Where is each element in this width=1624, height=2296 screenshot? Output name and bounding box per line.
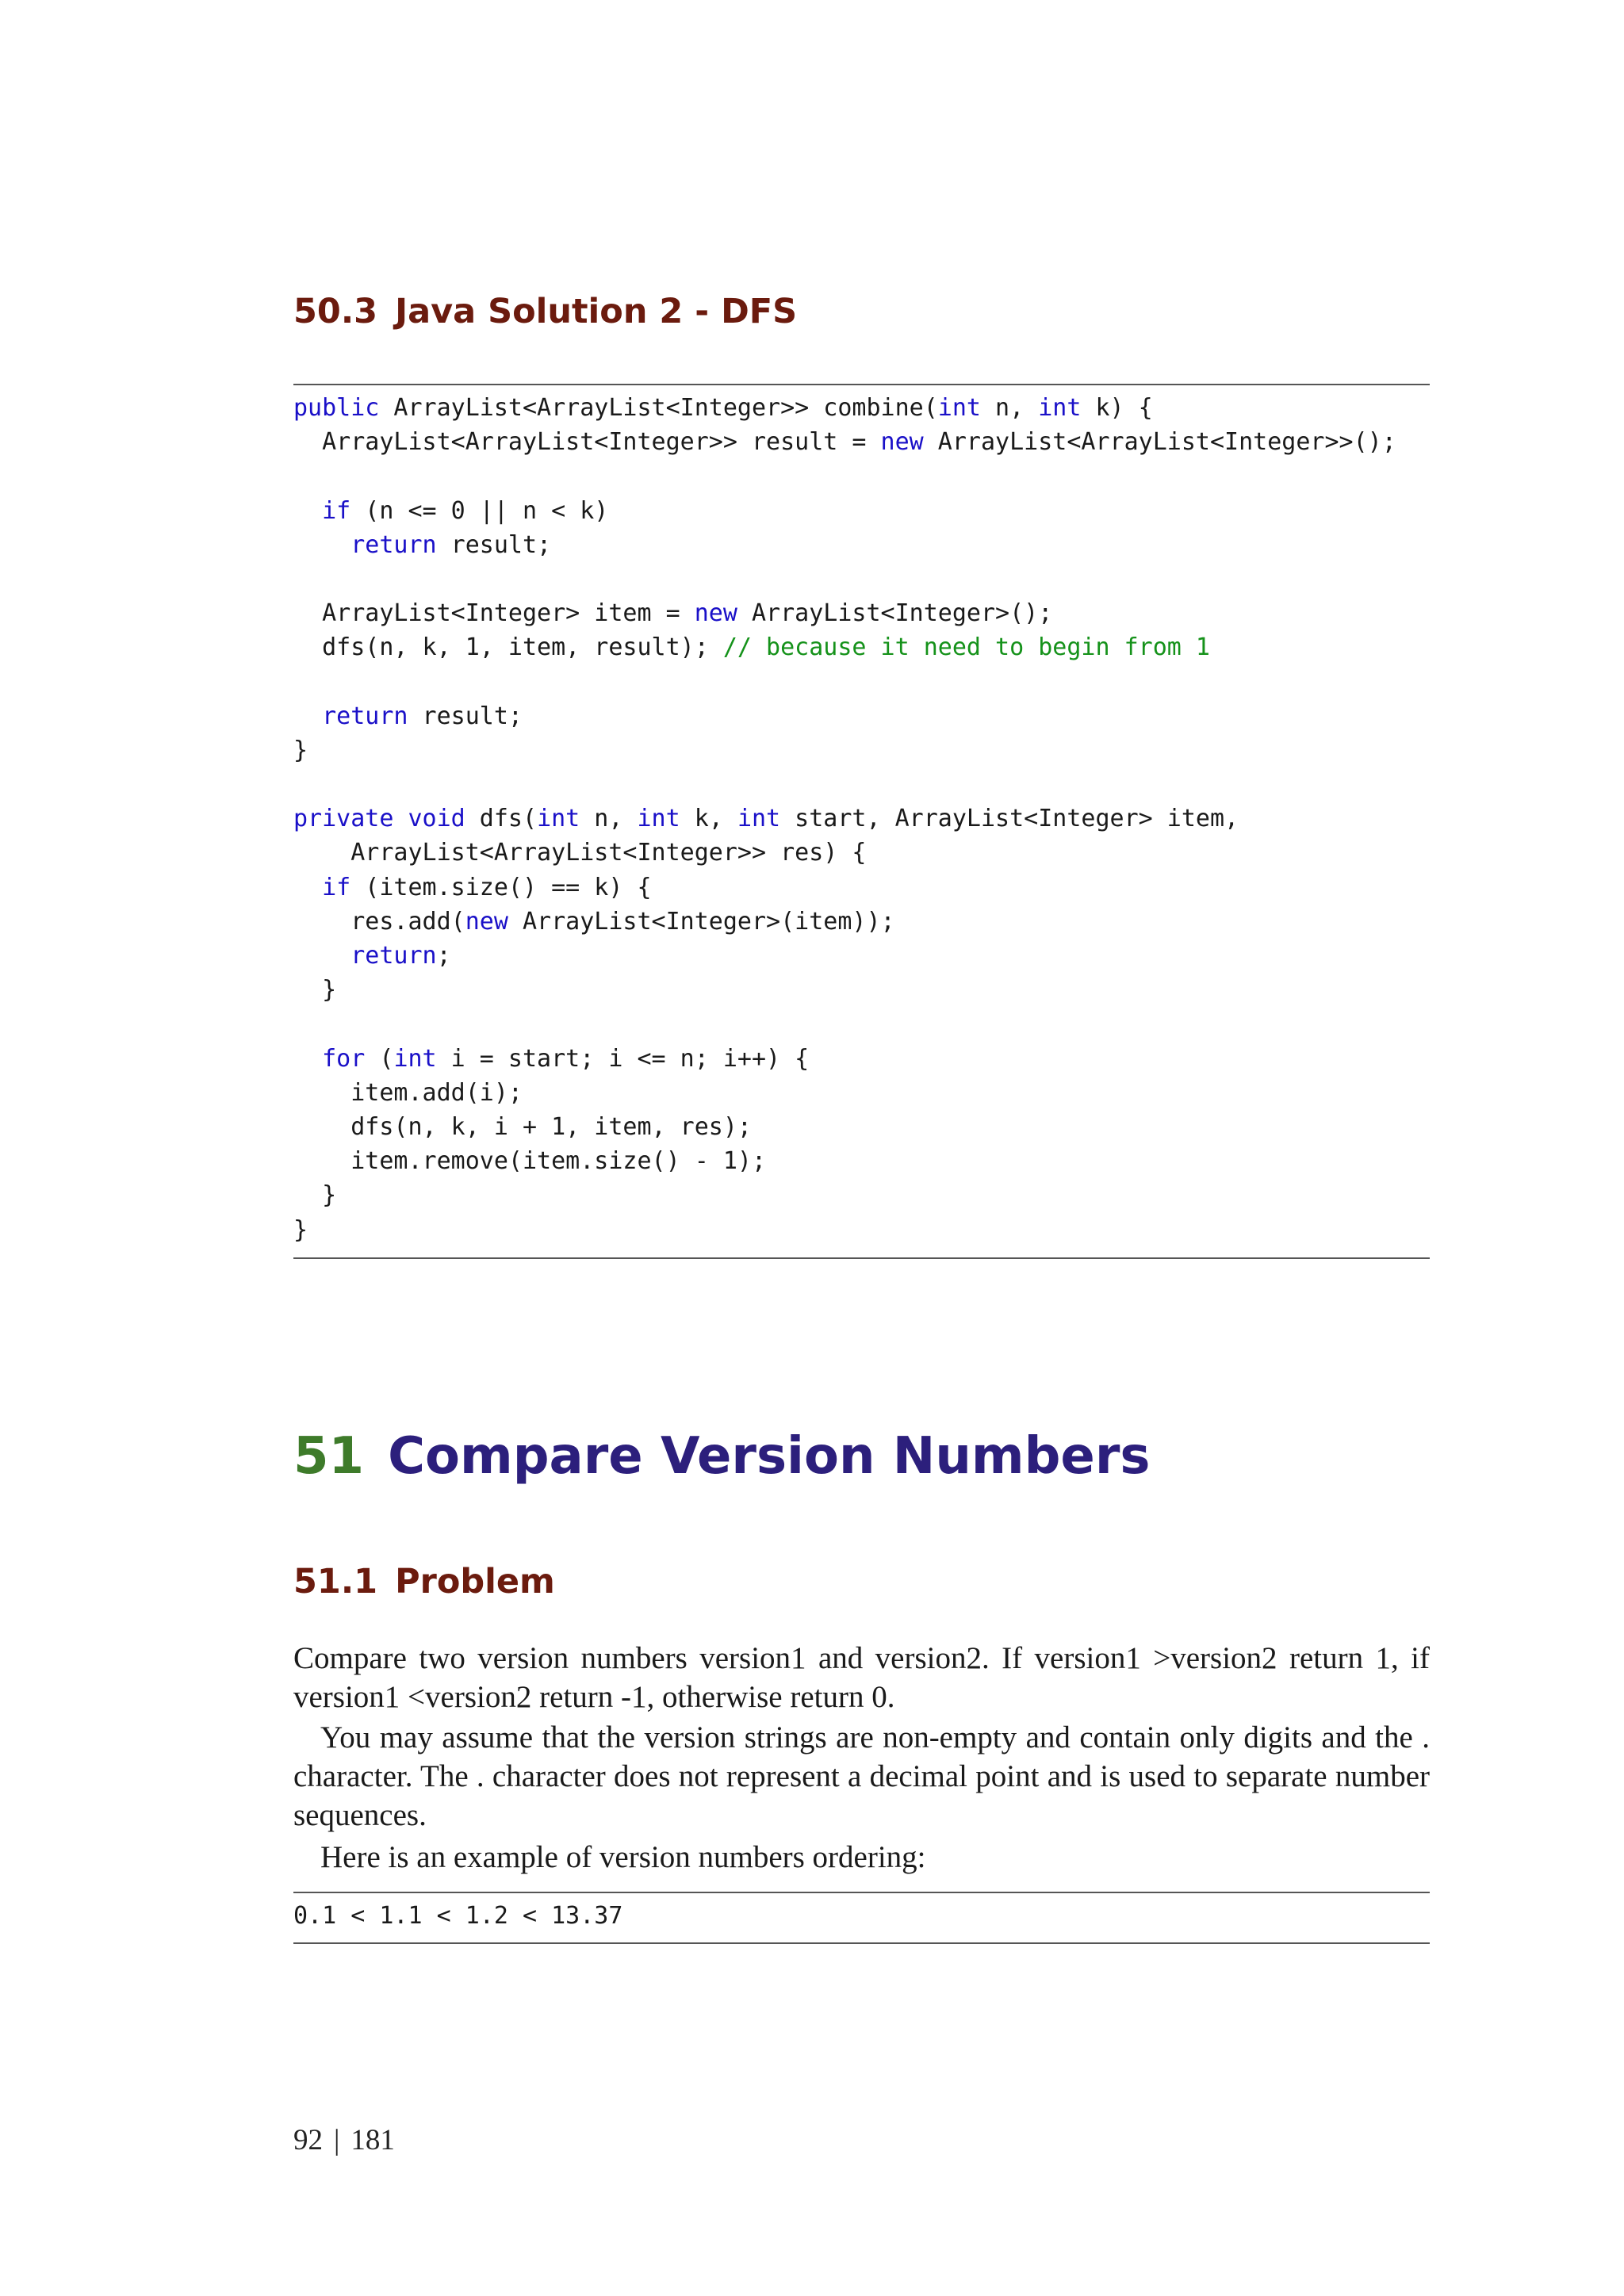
code-keyword: return <box>350 530 437 559</box>
page-footer <box>293 2123 395 2157</box>
code-text: ; <box>436 942 451 970</box>
chapter-title: Compare Version Numbers <box>388 1427 1151 1486</box>
code-line <box>293 1178 1396 1212</box>
code-line <box>293 871 1396 905</box>
code-line <box>293 1042 1396 1076</box>
code-text <box>293 497 322 525</box>
code-line <box>293 1110 1396 1144</box>
code-keyword: int <box>937 394 981 422</box>
section-number: 50.3 <box>293 292 378 331</box>
code-text: n, <box>980 394 1039 422</box>
code-rule-top <box>293 384 1430 385</box>
code-line <box>293 665 1396 699</box>
code-text: ArrayList<ArrayList<Integer>> combine( <box>379 394 938 422</box>
code-keyword: int <box>393 1044 437 1073</box>
code-line <box>293 562 1396 596</box>
code-text: start, ArrayList<Integer> item, <box>780 805 1239 833</box>
code-example-ordering <box>293 1899 622 1933</box>
code-comment: // because it need to begin from 1 <box>722 633 1210 662</box>
code-line <box>293 699 1396 733</box>
code-line <box>293 1076 1396 1110</box>
code-line <box>293 391 1396 425</box>
code-text: dfs( <box>465 805 538 833</box>
code-keyword: int <box>537 805 580 833</box>
code-text: ArrayList<ArrayList<Integer>> res) { <box>293 839 867 867</box>
code-text: } <box>293 736 308 764</box>
code-text <box>293 702 322 730</box>
chapter-heading-51 <box>293 1427 1150 1486</box>
code-keyword: int <box>737 805 781 833</box>
code-keyword: new <box>465 907 508 936</box>
code-text: 0.1 < 1.1 < 1.2 < 13.37 <box>293 1902 623 1930</box>
code-line <box>293 1144 1396 1178</box>
code-text: ArrayList<ArrayList<Integer>> result = <box>293 428 881 457</box>
section-title: Java Solution 2 - DFS <box>395 292 798 331</box>
code-keyword: int <box>637 805 680 833</box>
code-text: } <box>293 1215 308 1244</box>
code-line <box>293 733 1396 767</box>
code-keyword: new <box>880 428 924 457</box>
code-line <box>293 1007 1396 1041</box>
code-text: result; <box>408 702 523 730</box>
footer-separator: | <box>334 2124 340 2156</box>
code-line <box>293 802 1396 836</box>
code-keyword: return <box>322 702 408 730</box>
code-keyword: int <box>1038 394 1082 422</box>
code-line <box>293 836 1396 870</box>
code-line <box>293 494 1396 528</box>
code-text <box>393 805 408 832</box>
code-text: ArrayList<Integer> item = <box>293 599 695 628</box>
code-line <box>293 459 1396 493</box>
code-text <box>293 874 322 901</box>
code-text: } <box>293 976 337 1004</box>
problem-paragraph-1: Compare two version numbers version1 and version2. If version1 >version2 return 1, if version1 <version2 return -1, otherwise return 0. <box>293 1641 1430 1714</box>
code-keyword: for <box>322 1044 366 1073</box>
code-text: dfs(n, k, i + 1, item, res); <box>293 1112 752 1141</box>
code-text: k, <box>680 805 737 833</box>
code-line <box>293 1899 622 1933</box>
code-keyword: if <box>322 496 351 525</box>
code-keyword: public <box>293 394 380 422</box>
code-text: dfs(n, k, 1, item, result); <box>293 633 723 662</box>
code-text <box>293 531 350 559</box>
chapter-number: 51 <box>293 1427 365 1486</box>
code-text: (n <= 0 || n < k) <box>350 496 609 525</box>
code-text <box>293 942 350 970</box>
code-text: ArrayList<ArrayList<Integer>>(); <box>923 428 1396 457</box>
code-keyword: return <box>350 942 437 970</box>
code-text: n, <box>580 805 638 833</box>
section-number: 51.1 <box>293 1562 378 1601</box>
problem-paragraph-3: Here is an example of version numbers ordering: <box>320 1840 926 1874</box>
code-text: ( <box>365 1044 394 1073</box>
code-text: item.remove(item.size() - 1); <box>293 1147 767 1176</box>
code-text: ArrayList<Integer>(); <box>737 599 1053 628</box>
section-heading-50-3 <box>293 292 797 331</box>
code-line <box>293 767 1396 802</box>
page-number: 92 <box>293 2124 323 2156</box>
code-listing-dfs <box>293 391 1396 1247</box>
code-line <box>293 596 1396 630</box>
code-line <box>293 905 1396 939</box>
code-text: ArrayList<Integer>(item)); <box>508 907 895 936</box>
code-text: result; <box>436 530 552 559</box>
code-text: } <box>293 1181 337 1210</box>
code-text: (item.size() == k) { <box>350 873 652 901</box>
code-text <box>293 1045 322 1073</box>
code-line <box>293 1213 1396 1247</box>
code-keyword: private <box>293 805 394 833</box>
section-title: Problem <box>395 1562 555 1601</box>
code-keyword: if <box>322 873 351 901</box>
code-rule-bottom <box>293 1257 1430 1259</box>
code-keyword: new <box>694 599 737 628</box>
example-rule-bottom <box>293 1942 1430 1944</box>
code-line <box>293 973 1396 1007</box>
code-line <box>293 528 1396 562</box>
code-text: res.add( <box>293 907 465 936</box>
section-heading-51-1 <box>293 1562 555 1601</box>
example-rule-top <box>293 1892 1430 1893</box>
code-text: item.add(i); <box>293 1078 523 1107</box>
problem-paragraph-2: You may assume that the version strings are non-empty and contain only digits and the . character. The . character does not represent a decimal point and is used to separate number sequences. <box>293 1720 1430 1832</box>
code-keyword: void <box>408 805 465 833</box>
page-total: 181 <box>350 2124 395 2156</box>
code-line <box>293 939 1396 973</box>
code-text: k) { <box>1081 394 1153 422</box>
code-line <box>293 630 1396 664</box>
code-text: i = start; i <= n; i++) { <box>436 1044 810 1073</box>
code-line <box>293 425 1396 459</box>
